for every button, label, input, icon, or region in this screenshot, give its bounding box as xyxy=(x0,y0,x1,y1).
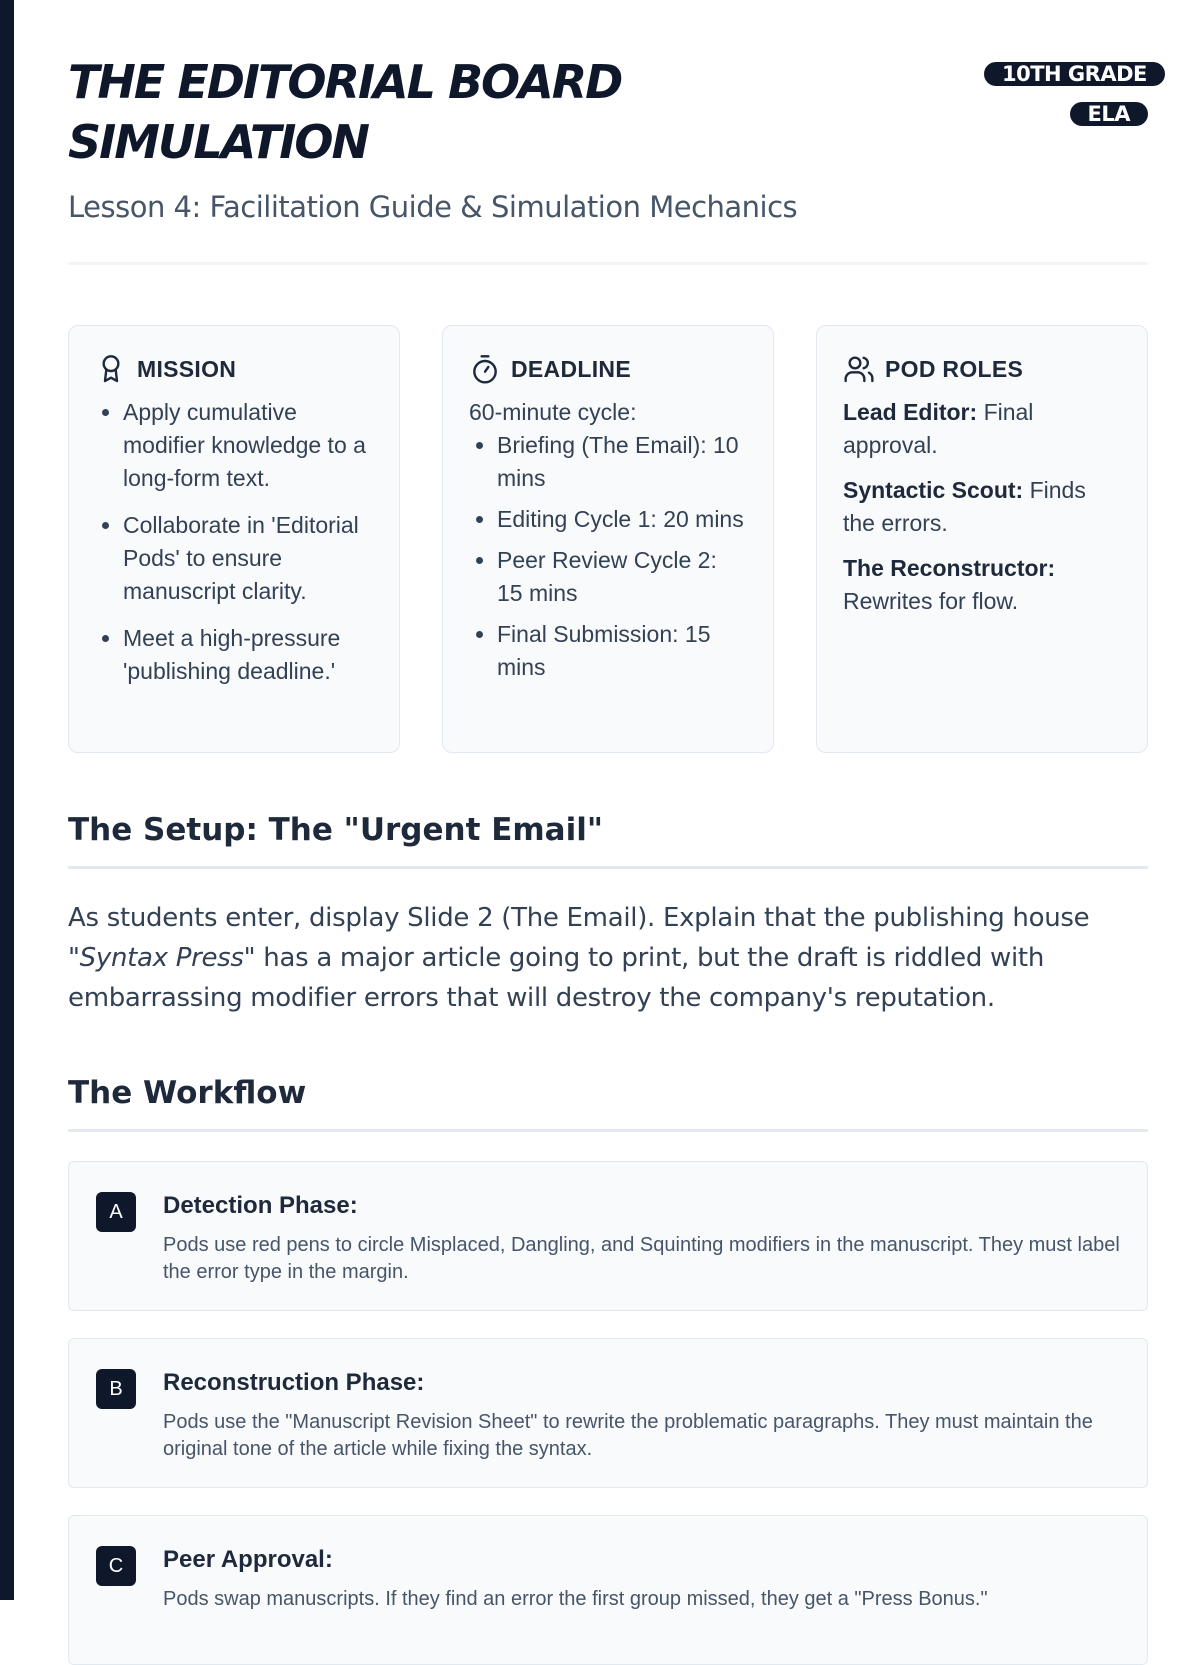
deadline-item: • Peer Review Cycle 2: 15 mins xyxy=(497,544,747,610)
role-item xyxy=(843,396,1121,462)
step-letter-badge: B xyxy=(96,1369,136,1409)
step-title: Reconstruction Phase: xyxy=(163,1369,425,1396)
setup-text-start: As students enter, display Slide 2 (The Email). Explain that the publishing house xyxy=(68,903,1090,933)
setup-text xyxy=(68,898,1148,1018)
workflow-step-a xyxy=(68,1161,1148,1311)
mission-list xyxy=(95,396,373,688)
mission-card-header xyxy=(95,352,373,386)
setup-text-end: has a major article going to print, but the draft is riddled with embarrassing modifier errors that will destroy the company's reputation. xyxy=(68,943,1045,1013)
timer-icon xyxy=(469,353,501,385)
mission-card-title: MISSION xyxy=(137,355,237,382)
role-desc: Finds the errors. xyxy=(843,477,1086,536)
page-title: THE EDITORIAL BOARD SIMULATION xyxy=(68,55,622,169)
step-letter-badge: A xyxy=(96,1192,136,1232)
deadline-item: • Briefing (The Email): 10 mins xyxy=(497,429,747,495)
role-name: Lead Editor: xyxy=(843,399,978,425)
left-accent-bar xyxy=(0,0,14,1600)
award-icon xyxy=(95,353,127,385)
role-item xyxy=(843,474,1121,540)
deadline-list xyxy=(469,429,747,684)
workflow-step-c xyxy=(68,1515,1148,1665)
role-item xyxy=(843,552,1121,618)
workflow-step-b xyxy=(68,1338,1148,1488)
step-letter-badge: C xyxy=(96,1546,136,1586)
deadline-card-header xyxy=(469,352,747,386)
overview-cards xyxy=(68,325,1148,753)
lesson-page xyxy=(68,0,1148,1610)
grade-badge xyxy=(984,54,1148,134)
pod-roles-card xyxy=(816,325,1148,753)
mission-item: • Meet a high-pressure 'publishing deadline.' xyxy=(123,622,373,688)
deadline-item: • Final Submission: 15 mins xyxy=(497,618,747,684)
step-description: Pods use the "Manuscript Revision Sheet" to rewrite the problematic paragraphs. They must maintain the original tone of the article while fixing the syntax. xyxy=(163,1411,1093,1460)
page-subtitle: Lesson 4: Facilitation Guide & Simulation Mechanics xyxy=(68,190,798,224)
role-name: The Reconstructor: xyxy=(843,555,1056,581)
deadline-card xyxy=(442,325,774,753)
page-header xyxy=(68,0,1148,265)
setup-heading: The Setup: The "Urgent Email" xyxy=(68,812,1148,869)
setup-text-press-name: "Syntax Press" xyxy=(68,943,256,973)
workflow-heading: The Workflow xyxy=(68,1075,1148,1132)
mission-card xyxy=(68,325,400,753)
users-icon xyxy=(843,353,875,385)
deadline-item: • Editing Cycle 1: 20 mins xyxy=(497,503,747,536)
step-description: Pods use red pens to circle Misplaced, Dangling, and Squinting modifiers in the manuscript. They must label the error type in the margin. xyxy=(163,1234,1120,1283)
step-title: Peer Approval: xyxy=(163,1546,333,1573)
pod-roles-card-title: POD ROLES xyxy=(885,355,1024,382)
role-desc: Final approval. xyxy=(843,399,1034,458)
deadline-card-title: DEADLINE xyxy=(511,355,631,382)
pod-roles-card-header xyxy=(843,352,1121,386)
mission-item: • Collaborate in 'Editorial Pods' to ensure manuscript clarity. xyxy=(123,509,373,608)
role-desc: Rewrites for flow. xyxy=(843,588,1019,614)
deadline-intro: 60-minute cycle: xyxy=(469,399,637,425)
mission-item: • Apply cumulative modifier knowledge to a long-form text. xyxy=(123,396,373,495)
step-description: Pods swap manuscripts. If they find an error the first group missed, they get a "Press Bonus." xyxy=(163,1588,988,1610)
step-title: Detection Phase: xyxy=(163,1192,358,1219)
role-name: Syntactic Scout: xyxy=(843,477,1024,503)
grade-badge-label: 10TH GRADE ELA xyxy=(984,62,1165,126)
